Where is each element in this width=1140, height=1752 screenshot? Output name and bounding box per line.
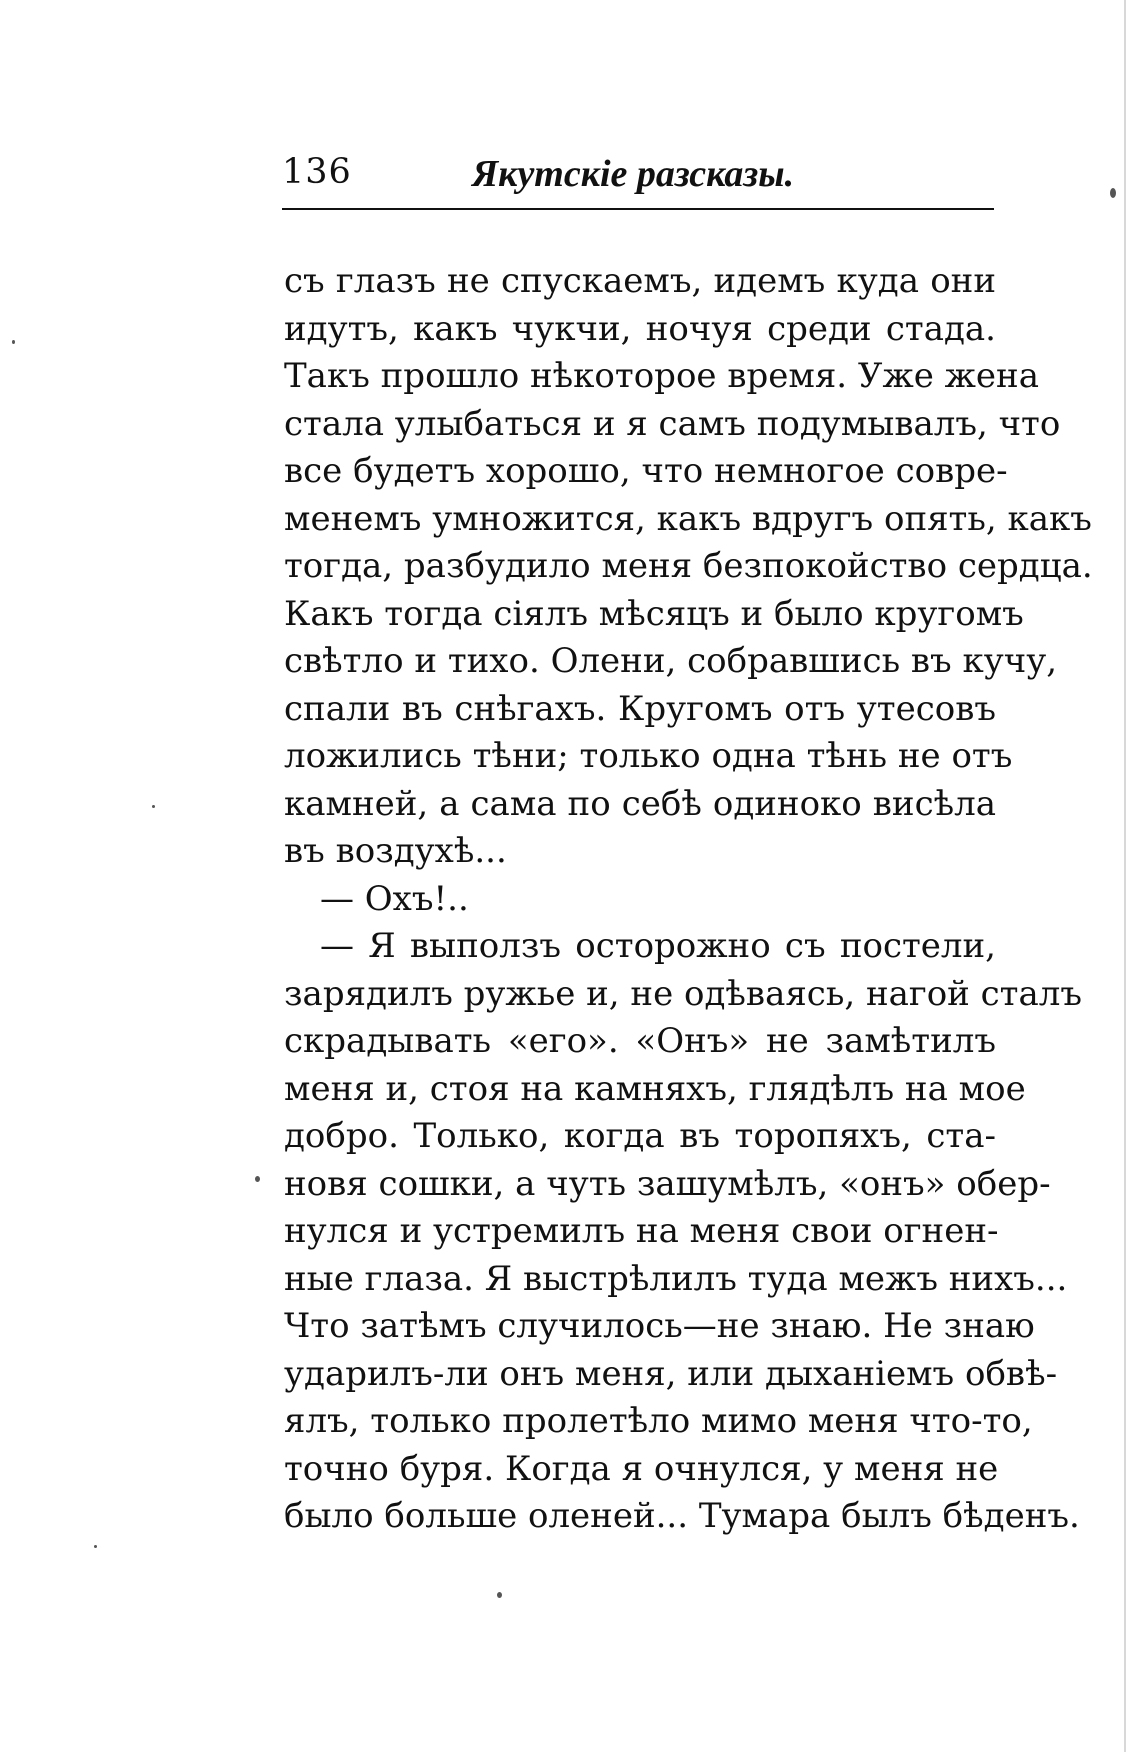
print-speck [255,1176,260,1182]
text-line: свѣтло и тихо. Олени, собравшись въ кучу, [284,641,1058,681]
text-line: зарядилъ ружье и, не одѣваясь, нагой сталъ [284,973,1082,1014]
text-line: спали въ снѣгахъ. Кругомъ отъ утесовъ [284,688,996,729]
text-line: меня и, стоя на камняхъ, глядѣлъ на мое [284,1068,1026,1109]
print-speck [94,1545,97,1548]
text-line: Что затѣмъ случилось—не знаю. Не знаю [284,1306,1035,1346]
running-title: Якутскіе разсказы. [472,153,795,195]
text-line: добро. Только, когда въ торопяхъ, ста- [284,1116,996,1156]
text-line: менемъ умножится, какъ вдругъ опять, какъ [284,498,1092,539]
text-line: ялъ, только пролетѣло мимо меня что-то, [284,1401,1033,1441]
text-line: скрадывать «его». «Онъ» не замѣтилъ [284,1021,996,1061]
text-line: новя сошки, а чуть зашумѣлъ, «онъ» обер- [284,1163,1051,1204]
page-edge-line [1124,0,1126,1752]
text-line: съ глазъ не спускаемъ, идемъ куда они [284,261,996,301]
text-line: ложились тѣни; только одна тѣнь не отъ [284,736,1013,776]
dialogue-line: — Охъ!.. [320,878,469,919]
print-speck [152,805,155,808]
text-line: идутъ, какъ чукчи, ночуя среди стада. [284,308,996,349]
text-line: тогда, разбудило меня безпокойство сердца. [284,546,1093,586]
print-speck [497,1592,502,1598]
text-line: камней, а сама по себѣ одиноко висѣла [284,783,996,824]
print-speck [12,340,15,344]
text-line: Какъ тогда сіялъ мѣсяцъ и было кругомъ [284,593,1024,634]
text-line: нулся и устремилъ на меня свои огнен- [284,1211,999,1251]
running-header [282,152,994,210]
body-text [284,258,1093,1541]
dialogue-line: — Я выползъ осторожно съ постели, [320,926,996,966]
page-number: 136 [282,152,352,192]
text-line: все будетъ хорошо, что немногое совре- [284,451,1008,491]
text-line: стала улыбаться и я самъ подумывалъ, что [284,403,1061,444]
text-line: въ воздухѣ... [284,831,507,871]
text-line: Такъ прошло нѣкоторое время. Уже жена [284,356,1039,396]
text-line: было больше оленей... Тумара былъ бѣденъ. [284,1496,1080,1536]
text-line: точно буря. Когда я очнулся, у меня не [284,1448,999,1489]
print-speck [1110,188,1116,198]
text-line: ные глаза. Я выстрѣлилъ туда межъ нихъ... [284,1258,1068,1299]
text-line: ударилъ-ли онъ меня, или дыханіемъ обвѣ- [284,1353,1058,1394]
